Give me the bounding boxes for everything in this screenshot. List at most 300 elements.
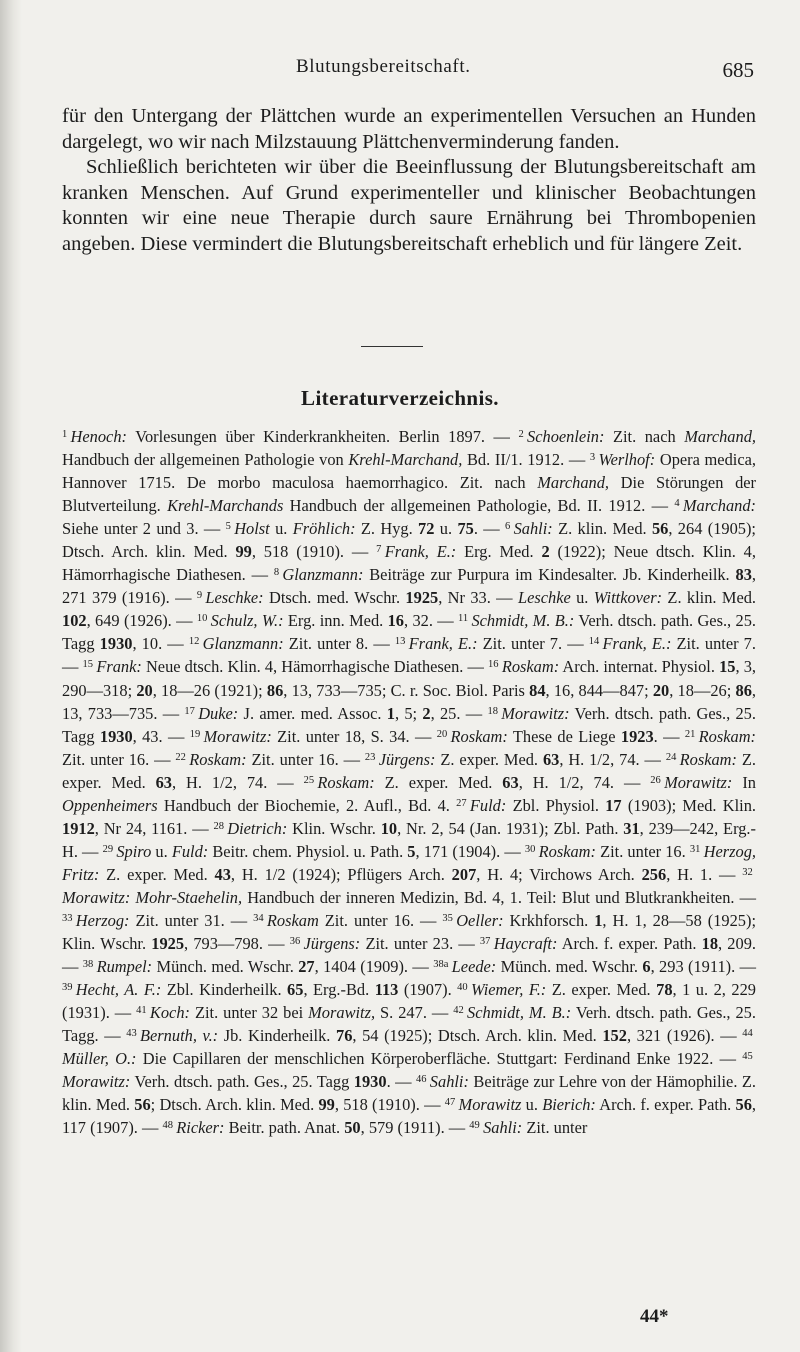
reference-volume: 1925 bbox=[405, 588, 439, 608]
reference-text: Z. klin. Med. bbox=[662, 588, 757, 608]
reference-text: Verh. dtsch. path. Ges., 25. Tagg bbox=[62, 611, 756, 654]
body-paragraph-2: Schließlich berichteten wir über die Beeinflussung der Blutungsbereitschaft am kranken Menschen. Auf Grund experimenteller und klinischer Beobachtungen konnten wir eine neue Therapie durch saure Ernährung bei Thrombopenien angeben. Diese vermindert die Blutungsbereitschaft erheblich und für längere Zeit. bbox=[62, 156, 756, 255]
reference-volume: 56 bbox=[651, 519, 669, 539]
reference-text: , 649 (1926). — bbox=[86, 611, 197, 631]
reference-text: , 239—242, Erg.-H. — bbox=[62, 818, 756, 861]
reference-number: 17 bbox=[184, 705, 195, 717]
reference-text: , 32. — bbox=[404, 611, 459, 631]
reference-text: Z. klin. Med. bbox=[552, 519, 652, 539]
reference-text: Siehe unter 2 und 3. — bbox=[62, 519, 226, 539]
binding-gutter-shadow bbox=[0, 0, 22, 1352]
reference-number: 45 bbox=[742, 1051, 753, 1063]
reference-text: Verh. dtsch. path. Ges., 25. Tagg bbox=[130, 1072, 354, 1092]
reference-text: , 13, 733—735. — bbox=[62, 680, 756, 723]
reference-number: 11 bbox=[458, 613, 469, 625]
reference-number: 48 bbox=[162, 1120, 173, 1132]
running-head bbox=[0, 56, 800, 86]
reference-text: Zit. unter 31. — bbox=[129, 910, 254, 930]
reference-volume: 99 bbox=[318, 1095, 335, 1115]
reference-entry bbox=[190, 727, 437, 746]
reference-number: 10 bbox=[196, 613, 208, 625]
reference-text: , H. 1, 28—58 (1925); Klin. Wschr. bbox=[62, 910, 757, 954]
reference-text: Beitr. path. Anat. bbox=[224, 1118, 345, 1138]
reference-number: 32 bbox=[742, 866, 753, 878]
reference-number: 15 bbox=[82, 659, 94, 671]
reference-author: Schoenlein: bbox=[527, 427, 605, 446]
reference-author: Leede: bbox=[451, 957, 497, 977]
reference-number: 19 bbox=[189, 728, 201, 740]
reference-author: Frank, E.: bbox=[408, 634, 478, 654]
reference-entry bbox=[83, 957, 433, 976]
reference-text: Handbuch der allgemeinen Pathologie, Bd. II. 1912. — bbox=[283, 496, 675, 516]
reference-number: 4 bbox=[674, 498, 680, 510]
reference-number: 31 bbox=[689, 843, 701, 855]
reference-entry bbox=[197, 611, 458, 630]
reference-volume: 43 bbox=[214, 864, 231, 884]
reference-text: J. amer. med. Assoc. bbox=[238, 703, 387, 723]
reference-text: Zit. unter bbox=[522, 1118, 588, 1138]
reference-author: Haycraft: bbox=[493, 934, 558, 954]
reference-volume: 20 bbox=[652, 680, 670, 700]
reference-entry bbox=[469, 1118, 587, 1137]
reference-text: Erg. Med. bbox=[456, 542, 542, 562]
reference-text: Zit. unter 32 bei bbox=[189, 1003, 309, 1023]
reference-entry bbox=[395, 634, 589, 653]
reference-author: Marchand, bbox=[684, 427, 756, 446]
reference-text: Z. Hyg. bbox=[355, 519, 419, 539]
reference-text: (1907). bbox=[398, 980, 458, 1000]
reference-author: Roskam: bbox=[450, 726, 508, 746]
reference-text: , 518 (1910). — bbox=[251, 542, 377, 562]
reference-text: . — bbox=[653, 726, 685, 746]
reference-number: 49 bbox=[469, 1120, 480, 1132]
reference-author: Koch: bbox=[149, 1003, 190, 1023]
reference-text: u. bbox=[434, 519, 458, 539]
reference-number: 46 bbox=[416, 1074, 427, 1086]
reference-volume: 1930 bbox=[99, 726, 133, 746]
reference-author: Ricker: bbox=[176, 1118, 225, 1138]
reference-author: Frank: bbox=[96, 657, 142, 677]
reference-author: Rumpel: bbox=[96, 957, 153, 977]
reference-text: Zbl. Physiol. bbox=[506, 795, 606, 815]
reference-text: , 321 (1926). — bbox=[626, 1026, 743, 1046]
reference-author: Fuld: bbox=[469, 795, 507, 815]
reference-volume: 18 bbox=[701, 934, 719, 954]
section-divider-rule bbox=[361, 346, 423, 347]
reference-number: 18 bbox=[487, 705, 498, 717]
reference-text: , 579 (1911). — bbox=[360, 1118, 470, 1138]
reference-text: Zit. unter 23. — bbox=[360, 934, 480, 954]
reference-text: Verh. dtsch. path. Ges., 25. Tagg. — bbox=[62, 1003, 756, 1046]
reference-number: 2 bbox=[518, 429, 524, 440]
reference-text: , 10. — bbox=[132, 634, 189, 654]
reference-author: Müller, O.: bbox=[62, 1049, 137, 1069]
reference-author: Leschke bbox=[517, 588, 571, 608]
reference-author: Hecht, A. F.: bbox=[75, 980, 162, 1000]
reference-author: Jürgens: bbox=[303, 934, 361, 954]
reference-text: , 13, 733—735; C. r. Soc. Biol. Paris bbox=[283, 680, 530, 700]
reference-text: u. bbox=[570, 588, 594, 608]
reference-volume: 1 bbox=[386, 703, 395, 723]
reference-entry bbox=[126, 1026, 742, 1045]
reference-text: Münch. med. Wschr. bbox=[152, 957, 299, 977]
reference-number: 8 bbox=[273, 567, 280, 579]
reference-number: 35 bbox=[442, 912, 453, 924]
reference-entry bbox=[304, 773, 651, 792]
reference-author: Sahli: bbox=[483, 1118, 523, 1138]
reference-entry bbox=[189, 634, 395, 653]
reference-author: Morawitz: bbox=[203, 726, 272, 746]
reference-author: Jürgens: bbox=[378, 749, 436, 769]
reference-text: , 518 (1910). — bbox=[334, 1095, 445, 1115]
reference-author: Glanzmann: bbox=[202, 634, 284, 654]
reference-volume: 84 bbox=[529, 680, 546, 700]
reference-volume: 63 bbox=[542, 749, 560, 769]
reference-entry bbox=[83, 657, 488, 676]
reference-author: Roskam: bbox=[501, 657, 560, 677]
reference-text: Arch. internat. Physiol. bbox=[559, 657, 720, 677]
reference-text: , 271 379 (1916). — bbox=[62, 565, 756, 608]
reference-volume: 1930 bbox=[353, 1072, 387, 1092]
reference-text: Krkhforsch. bbox=[503, 910, 595, 930]
reference-text: Handbuch der inneren Medizin, Bd. 4, 1. Teil: Blut und Blutkrankheiten. — bbox=[242, 887, 757, 907]
reference-text: , 117 (1907). — bbox=[62, 1095, 756, 1138]
reference-entry bbox=[253, 911, 442, 930]
reference-volume: 86 bbox=[266, 680, 284, 700]
reference-author: Morawitz bbox=[458, 1095, 522, 1115]
reference-text: , H. 1/2, 74. — bbox=[171, 772, 304, 792]
reference-number: 34 bbox=[253, 912, 264, 924]
reference-text: Bd. II/1. 1912. — bbox=[462, 450, 590, 470]
reference-author: Sahli: bbox=[513, 519, 553, 539]
reference-number: 26 bbox=[650, 774, 661, 786]
reference-text: , 16, 844—847; bbox=[545, 680, 653, 700]
reference-volume: 1 bbox=[594, 910, 603, 930]
reference-volume: 76 bbox=[336, 1026, 353, 1046]
reference-author: Frank, E.: bbox=[384, 542, 457, 562]
reference-text: , 264 (1905); Dtsch. Arch. klin. Med. bbox=[62, 519, 756, 562]
reference-number: 37 bbox=[479, 936, 491, 948]
reference-text: , Erg.-Bd. bbox=[303, 980, 375, 1000]
reference-text: Zit. unter 16. bbox=[595, 841, 690, 861]
references-list bbox=[62, 425, 756, 1139]
reference-text: Zit. unter 8. — bbox=[283, 634, 395, 654]
reference-volume: 102 bbox=[62, 611, 87, 631]
reference-author: Werlhof: bbox=[598, 450, 656, 470]
reference-number: 5 bbox=[225, 521, 231, 533]
reference-author: Oeller: bbox=[456, 910, 504, 930]
reference-number: 28 bbox=[213, 820, 224, 832]
reference-text: , 54 (1925); Dtsch. Arch. klin. Med. bbox=[352, 1026, 603, 1046]
reference-author: Marchand, bbox=[537, 473, 610, 493]
reference-volume: 6 bbox=[642, 957, 651, 977]
reference-author: Bernuth, v.: bbox=[140, 1026, 219, 1046]
reference-text: u. bbox=[269, 519, 293, 539]
reference-number: 12 bbox=[188, 636, 200, 648]
reference-text: Z. exper. Med. bbox=[546, 980, 657, 1000]
reference-volume: 83 bbox=[735, 565, 752, 585]
sheet-signature: 44* bbox=[640, 1306, 669, 1327]
reference-author: Henoch: bbox=[70, 427, 127, 446]
reference-number: 42 bbox=[453, 1005, 464, 1017]
reference-text: Handbuch der allgemeinen Pathologie von bbox=[62, 450, 349, 470]
reference-text: Beiträge zur Lehre von der Hämophilie. Z. klin. Med. bbox=[62, 1072, 757, 1115]
reference-number: 9 bbox=[196, 590, 203, 602]
reference-text: Z. exper. Med. bbox=[435, 749, 543, 769]
reference-number: 30 bbox=[524, 843, 536, 855]
reference-number: 22 bbox=[175, 751, 186, 763]
reference-entry bbox=[62, 911, 253, 930]
reference-text: , Nr 24, 1161. — bbox=[94, 818, 214, 838]
reference-number: 39 bbox=[62, 982, 73, 994]
reference-number: 38a bbox=[433, 959, 449, 971]
reference-text: Opera medica, Hannover 1715. De morbo maculosa haemorrhagico. Zit. nach bbox=[62, 450, 756, 493]
reference-volume: 2 bbox=[541, 542, 550, 562]
reference-volume: 16 bbox=[387, 611, 404, 631]
reference-author: Roskam: bbox=[698, 726, 756, 746]
reference-entry bbox=[184, 704, 487, 723]
page-number: 685 bbox=[722, 58, 754, 82]
reference-text: u. bbox=[151, 841, 172, 861]
reference-number: 21 bbox=[684, 728, 696, 740]
reference-text: Die Capillaren der menschlichen Körperoberfläche. Stuttgart: Ferdinand Enke 1922. — bbox=[136, 1049, 743, 1069]
reference-author: Roskam: bbox=[679, 749, 737, 769]
reference-volume: 78 bbox=[656, 980, 673, 1000]
reference-volume: 75 bbox=[457, 519, 474, 539]
reference-text: , 171 (1904). — bbox=[415, 841, 525, 861]
reference-author: Herzog, Fritz: bbox=[62, 841, 756, 884]
reference-volume: 2 bbox=[422, 703, 431, 723]
reference-volume: 1923 bbox=[620, 726, 654, 746]
reference-author: Bierich: bbox=[542, 1095, 596, 1115]
reference-text: Zbl. Kinderheilk. bbox=[161, 980, 288, 1000]
reference-text: , Nr 33. — bbox=[438, 588, 518, 608]
reference-text: S. 247. — bbox=[375, 1003, 454, 1023]
reference-author: Krehl-Marchand, bbox=[348, 450, 463, 470]
reference-author: Fröhlich: bbox=[292, 519, 356, 539]
reference-author: Morawitz, bbox=[308, 1003, 376, 1023]
reference-author: Schmidt, M. B.: bbox=[471, 611, 575, 631]
reference-author: Frank, E.: bbox=[602, 634, 672, 654]
reference-text: , H. 1/2, 74. — bbox=[518, 772, 651, 792]
reference-author: Wiemer, F.: bbox=[470, 980, 547, 1000]
reference-entry bbox=[433, 957, 756, 976]
reference-text: , 18—26 (1921); bbox=[152, 680, 267, 700]
reference-text: , 5; bbox=[394, 703, 423, 723]
reference-author: Morawitz: Mohr-Staehelin, bbox=[62, 887, 243, 907]
reference-text: Zit. unter 7. — bbox=[62, 634, 756, 677]
reference-author: Herzog: bbox=[75, 910, 130, 930]
reference-volume: 99 bbox=[235, 542, 252, 562]
reference-text: Zit. unter 7. — bbox=[477, 634, 589, 654]
reference-text: Arch. f. exper. Path. bbox=[557, 934, 702, 954]
reference-text: , 209. — bbox=[62, 934, 756, 977]
reference-text: Handbuch der Biochemie, 2. Aufl., Bd. 4. bbox=[157, 795, 457, 815]
reference-volume: 15 bbox=[719, 657, 736, 677]
reference-text: , H. 1/2 (1924); Pflügers Arch. bbox=[230, 864, 452, 884]
reference-number: 29 bbox=[102, 843, 114, 855]
reference-volume: 56 bbox=[134, 1095, 151, 1115]
reference-volume: 72 bbox=[418, 519, 435, 539]
reference-author: Morawitz: bbox=[501, 703, 570, 723]
reference-number: 13 bbox=[394, 636, 406, 648]
reference-volume: 56 bbox=[735, 1095, 752, 1115]
references-paragraph bbox=[62, 425, 756, 1139]
reference-entry bbox=[175, 750, 364, 769]
reference-text: . — bbox=[473, 519, 506, 539]
reference-author: Morawitz: bbox=[664, 772, 733, 792]
reference-author: Holst bbox=[234, 519, 270, 539]
reference-number: 24 bbox=[665, 751, 677, 763]
reference-entry bbox=[136, 1003, 453, 1022]
reference-volume: 207 bbox=[451, 864, 477, 884]
reference-number: 43 bbox=[126, 1028, 137, 1040]
reference-number: 38 bbox=[82, 959, 94, 971]
reference-text: , 293 (1911). — bbox=[650, 957, 756, 977]
reference-entry bbox=[525, 842, 690, 861]
reference-volume: 20 bbox=[136, 680, 153, 700]
reference-author: Roskam bbox=[266, 910, 319, 930]
reference-text: Verh. dtsch. path. Ges., 25. Tagg bbox=[62, 703, 756, 746]
reference-author: Fuld: bbox=[171, 841, 209, 861]
reference-number: 47 bbox=[444, 1097, 456, 1109]
reference-text: (1922); Neue dtsch. Klin. 4, Hämorrhagische Diathesen. — bbox=[62, 542, 756, 585]
references-heading: Literaturverzeichnis. bbox=[301, 386, 499, 410]
reference-volume: 50 bbox=[344, 1118, 361, 1138]
reference-text: Zit. unter 18, S. 34. — bbox=[271, 726, 437, 746]
reference-number: 14 bbox=[588, 636, 600, 648]
reference-number: 7 bbox=[376, 544, 382, 556]
reference-text: ; Dtsch. Arch. klin. Med. bbox=[150, 1095, 319, 1115]
reference-volume: 63 bbox=[502, 772, 519, 792]
reference-author: Morawitz: bbox=[62, 1072, 131, 1092]
reference-text: Zit. unter 16. — bbox=[318, 910, 443, 930]
reference-author: Roskam: bbox=[317, 772, 375, 792]
reference-entry bbox=[226, 519, 505, 538]
reference-number: 20 bbox=[436, 728, 448, 740]
running-title: Blutungsbereitschaft. bbox=[296, 56, 471, 77]
reference-text: Die Störungen der Blutverteilung. bbox=[62, 473, 756, 516]
reference-number: 6 bbox=[505, 521, 511, 533]
reference-text: Erg. inn. Med. bbox=[283, 611, 388, 631]
reference-text: , 1404 (1909). — bbox=[314, 957, 434, 977]
reference-text: , H. 1/2, 74. — bbox=[559, 749, 666, 769]
reference-text: Neue dtsch. Klin. 4, Hämorrhagische Diathesen. — bbox=[141, 657, 489, 677]
reference-number: 16 bbox=[488, 659, 499, 671]
reference-author: Glanzmann: bbox=[282, 565, 364, 585]
reference-volume: 17 bbox=[605, 795, 622, 815]
reference-text: , 25. — bbox=[430, 703, 488, 723]
reference-number: 33 bbox=[62, 912, 73, 924]
reference-number: 3 bbox=[589, 452, 596, 464]
reference-text: Z. exper. Med. bbox=[374, 772, 503, 792]
reference-author: Sahli: bbox=[429, 1072, 469, 1092]
reference-author: Oppenheimers bbox=[62, 795, 158, 815]
reference-volume: 1925 bbox=[151, 934, 185, 954]
reference-entry bbox=[103, 842, 525, 861]
reference-volume: 1930 bbox=[99, 634, 133, 654]
reference-entry bbox=[62, 427, 519, 446]
reference-author: Schmidt, M. B.: bbox=[467, 1003, 572, 1023]
reference-number: 36 bbox=[289, 936, 301, 948]
reference-author: Roskam: bbox=[538, 841, 596, 861]
reference-volume: 86 bbox=[735, 680, 752, 700]
reference-volume: 256 bbox=[641, 864, 667, 884]
reference-text: Zit. unter 16. — bbox=[246, 749, 365, 769]
reference-volume: 152 bbox=[602, 1026, 627, 1046]
reference-text: Arch. f. exper. Path. bbox=[595, 1095, 736, 1115]
reference-number: 27 bbox=[456, 797, 467, 809]
reference-entry bbox=[290, 934, 480, 953]
reference-number: 1 bbox=[62, 429, 68, 440]
reference-entry bbox=[365, 750, 666, 769]
reference-entry bbox=[437, 727, 685, 746]
reference-author: Roskam: bbox=[189, 749, 247, 769]
reference-text: Münch. med. Wschr. bbox=[496, 957, 643, 977]
reference-author: Marchand: bbox=[682, 496, 756, 516]
reference-text: , 18—26; bbox=[669, 680, 736, 700]
reference-text: These de Liege bbox=[507, 726, 621, 746]
reference-author: Krehl-Marchands bbox=[167, 496, 284, 516]
reference-volume: 31 bbox=[623, 818, 640, 838]
reference-entry bbox=[162, 1118, 469, 1137]
reference-text: . — bbox=[386, 1072, 416, 1092]
reference-author: Spiro bbox=[116, 841, 152, 861]
reference-text: Z. exper. Med. bbox=[99, 864, 215, 884]
reference-text: Z. exper. Med. bbox=[62, 749, 757, 792]
reference-volume: 27 bbox=[298, 957, 315, 977]
reference-text: , Nr. 2, 54 (Jan. 1931); Zbl. Path. bbox=[397, 818, 624, 838]
reference-author: Leschke: bbox=[205, 588, 264, 608]
reference-author: Schulz, W.: bbox=[210, 611, 284, 631]
reference-number: 40 bbox=[457, 982, 468, 994]
reference-volume: 10 bbox=[380, 818, 398, 838]
reference-volume: 1912 bbox=[62, 818, 95, 838]
reference-entry bbox=[62, 980, 457, 999]
reference-text: Zit. nach bbox=[604, 427, 685, 446]
reference-text: Vorlesungen über Kinderkrankheiten. Berlin 1897. — bbox=[126, 427, 519, 446]
reference-number: 23 bbox=[364, 751, 376, 763]
reference-volume: 65 bbox=[287, 980, 304, 1000]
reference-text: (1903); Med. Klin. bbox=[621, 795, 756, 815]
reference-text: , 793—798. — bbox=[184, 934, 290, 954]
body-text bbox=[62, 104, 756, 258]
reference-text: u. bbox=[521, 1095, 543, 1115]
reference-text: Beiträge zur Purpura im Kindesalter. Jb. Kinderheilk. bbox=[363, 565, 736, 585]
reference-volume: 5 bbox=[407, 841, 416, 861]
reference-author: Dietrich: bbox=[227, 818, 288, 838]
reference-text: , 43. — bbox=[132, 726, 190, 746]
body-paragraph-1: für den Untergang der Plättchen wurde an experimentellen Versuchen an Hunden dargelegt, wo wir nach Milzstauung Plättchenverminderung fanden. bbox=[62, 105, 756, 153]
reference-number: 44 bbox=[742, 1028, 753, 1040]
reference-volume: 63 bbox=[155, 772, 172, 792]
reference-text: Klin. Wschr. bbox=[287, 818, 381, 838]
reference-text: In bbox=[732, 772, 756, 792]
reference-text: Dtsch. med. Wschr. bbox=[263, 588, 406, 608]
reference-volume: 113 bbox=[374, 980, 399, 1000]
reference-number: 25 bbox=[303, 774, 315, 786]
reference-text: , H. 4; Virchows Arch. bbox=[476, 864, 642, 884]
reference-number: 41 bbox=[136, 1005, 147, 1017]
reference-text: , H. 1. — bbox=[666, 864, 743, 884]
reference-text: Zit. unter 16. — bbox=[62, 749, 176, 769]
reference-text: Beitr. chem. Physiol. u. Path. bbox=[208, 841, 408, 861]
reference-author: Duke: bbox=[198, 703, 239, 723]
reference-text: , 1 u. 2, 229 (1931). — bbox=[62, 980, 756, 1023]
reference-author: Wittkover: bbox=[593, 588, 663, 608]
reference-text: , 3, 290—318; bbox=[62, 657, 757, 700]
reference-text: Jb. Kinderheilk. bbox=[218, 1026, 336, 1046]
